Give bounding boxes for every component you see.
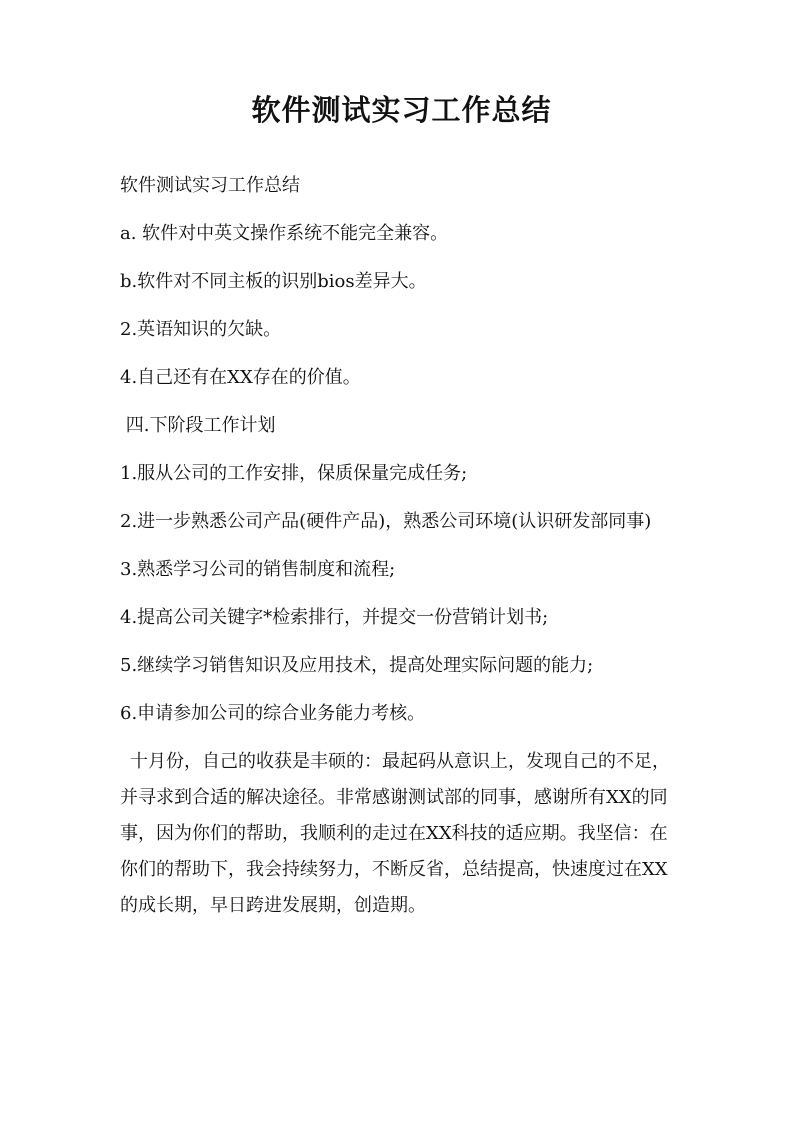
list-item: 3.熟悉学习公司的销售制度和流程; bbox=[120, 558, 396, 580]
list-item: 4.自己还有在XX存在的价值。 bbox=[120, 366, 361, 388]
list-item: 5.继续学习销售知识及应用技术，提高处理实际问题的能力; bbox=[120, 654, 594, 676]
document-subtitle: 软件测试实习工作总结 bbox=[120, 174, 300, 196]
closing-paragraph: 十月份，自己的收获是丰硕的：最起码从意识上，发现自己的不足，并寻求到合适的解决途径。非常感谢测试部的同事，感谢所有XX的同事，因为你们的帮助，我顺利的走过在XX科技的适应期。我坚信：在你们的帮助下，我会持续努力，不断反省，总结提高，快速度过在XX的成长期，早日跨进发展期，创造期。 bbox=[120, 750, 670, 916]
section-heading: 四.下阶段工作计划 bbox=[120, 414, 276, 436]
list-item: b.软件对不同主板的识别bios差异大。 bbox=[120, 270, 427, 292]
list-item: 6.申请参加公司的综合业务能力考核。 bbox=[120, 702, 426, 724]
list-item: a. 软件对中英文操作系统不能完全兼容。 bbox=[120, 222, 449, 244]
list-item: 2.进一步熟悉公司产品(硬件产品)，熟悉公司环境(认识研发部同事) bbox=[120, 510, 652, 532]
list-item: 4.提高公司关键字*检索排行，并提交一份营销计划书; bbox=[120, 606, 549, 628]
list-item: 1.服从公司的工作安排，保质保量完成任务; bbox=[120, 462, 468, 484]
list-item: 2.英语知识的欠缺。 bbox=[120, 318, 282, 340]
document-title: 软件测试实习工作总结 bbox=[251, 93, 552, 127]
